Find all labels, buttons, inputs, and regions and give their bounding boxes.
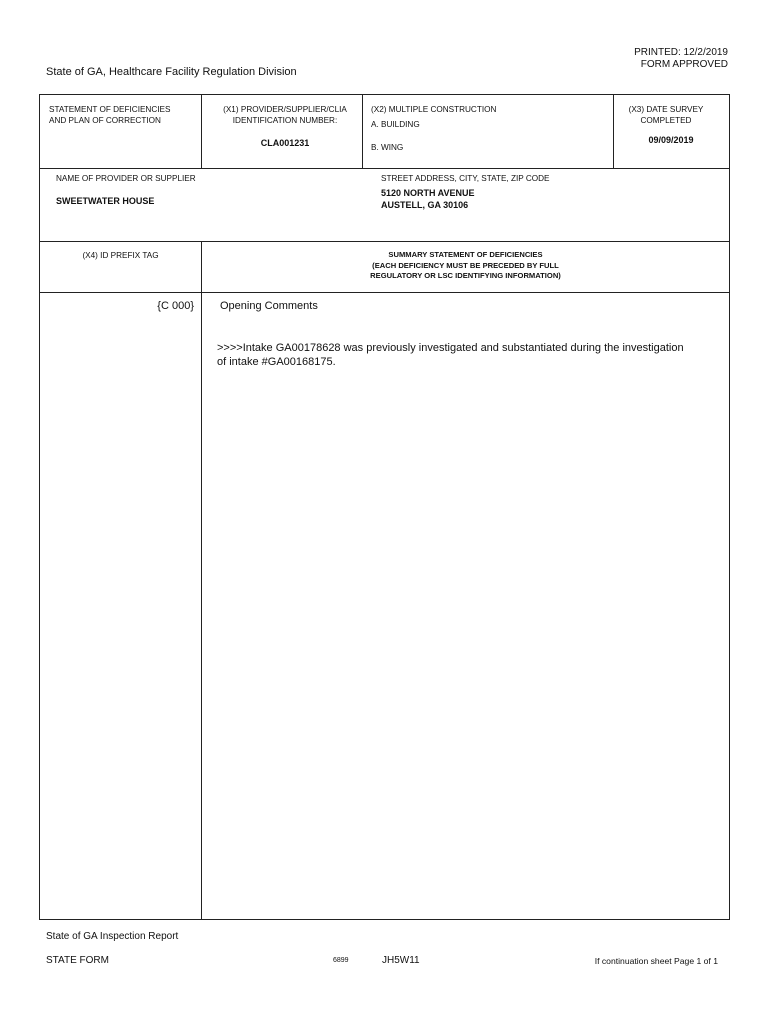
address-line: 5120 NORTH AVENUE [381,188,475,198]
statement-label-line: STATEMENT OF DEFICIENCIES [49,105,171,114]
x1-label-line: IDENTIFICATION NUMBER: [232,116,338,125]
x2-building: A. BUILDING [371,120,420,129]
summary-header [202,250,729,282]
x2-wing: B. WING [371,143,404,152]
inspection-report-label: State of GA Inspection Report [46,931,179,942]
event-id: JH5W11 [382,955,420,966]
statement-label [49,104,170,126]
summary-header-line: REGULATORY OR LSC IDENTIFYING INFORMATION) [370,271,561,280]
survey-date: 09/09/2019 [648,135,694,145]
page-number: If continuation sheet Page 1 of 1 [594,956,718,966]
state-form-label: STATE FORM [46,955,109,966]
column-divider [201,95,202,168]
x3-label-line: (X3) DATE SURVEY [628,105,704,114]
agency-title: State of GA, Healthcare Facility Regulation Division [46,66,297,78]
provider-label: NAME OF PROVIDER OR SUPPLIER [56,174,196,183]
summary-header-line: SUMMARY STATEMENT OF DEFICIENCIES [388,250,543,259]
deficiency-text-line: of intake #GA00168175. [217,356,336,368]
column-divider [201,241,202,919]
x2-label: (X2) MULTIPLE CONSTRUCTION [371,105,497,114]
row-divider [40,241,729,242]
column-divider [613,95,614,168]
x3-label [616,104,716,126]
column-divider [362,95,363,168]
provider-id: CLA001231 [260,138,310,148]
address-value [381,187,475,211]
provider-name: SWEETWATER HOUSE [56,196,155,206]
x4-label: (X4) ID PREFIX TAG [82,251,159,260]
deficiency-text [217,341,727,369]
printed-date: PRINTED: 12/2/2019 [634,47,728,58]
address-line: AUSTELL, GA 30106 [381,200,469,210]
row-divider [40,168,729,169]
summary-header-line: (EACH DEFICIENCY MUST BE PRECEDED BY FULL [372,260,559,270]
x3-label-line: COMPLETED [640,116,692,125]
x1-label [210,104,360,126]
form-approved: FORM APPROVED [640,59,728,70]
statement-label-line: AND PLAN OF CORRECTION [49,116,161,125]
address-label: STREET ADDRESS, CITY, STATE, ZIP CODE [381,174,550,183]
row-divider [40,292,729,293]
x1-label-line: (X1) PROVIDER/SUPPLIER/CLIA [223,105,347,114]
form-code: 6899 [333,957,349,964]
inspection-form [39,94,730,920]
printed-header [634,47,728,71]
deficiency-tag: {C 000} [157,300,194,312]
deficiency-heading: Opening Comments [220,300,318,312]
deficiency-text-line: >>>>Intake GA00178628 was previously investigated and substantiated during the investigation [217,342,684,354]
